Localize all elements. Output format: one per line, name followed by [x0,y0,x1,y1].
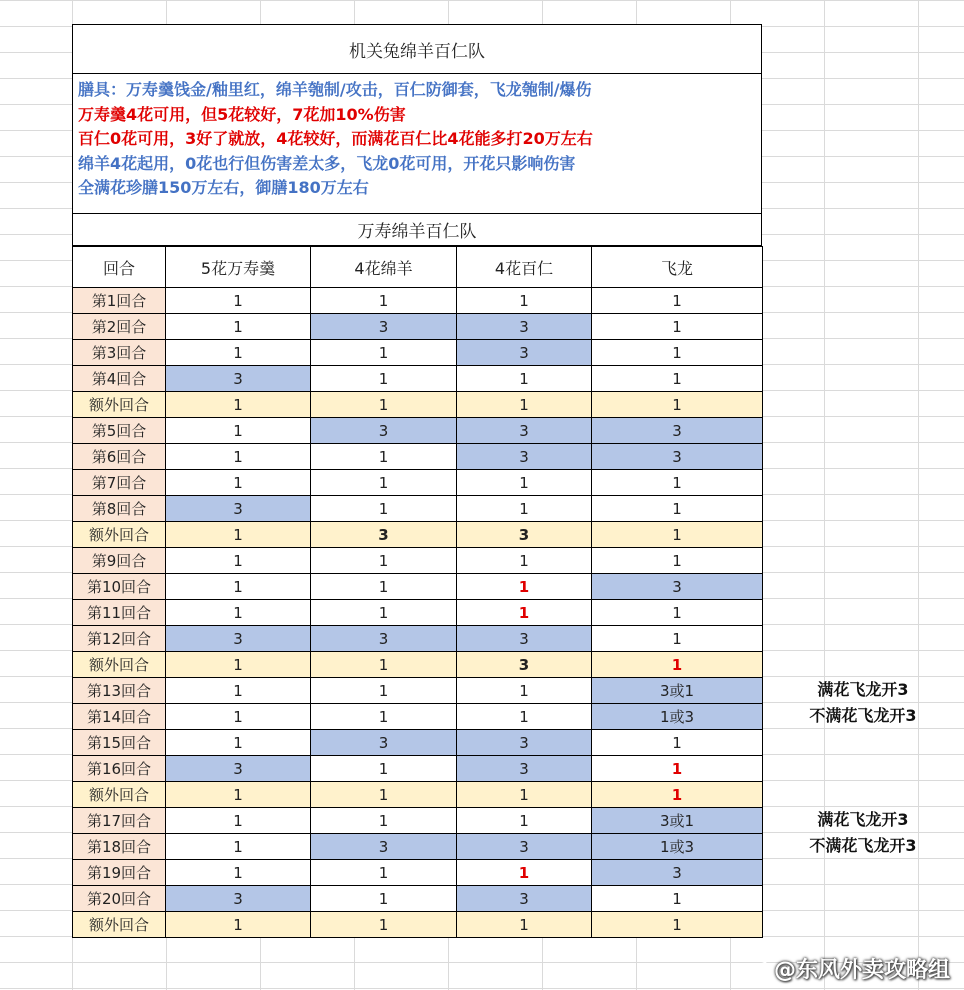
note-line: 膳具：万寿羹饯金/釉里红，绵羊匏制/攻击，百仁防御套，飞龙匏制/爆伤 [78,80,592,99]
table-row [73,912,763,938]
round-label: 第14回合 [73,704,166,730]
table-row [73,860,763,886]
table-cell: 1 [166,730,311,756]
round-label: 额外回合 [73,782,166,808]
table-cell: 3 [311,522,457,548]
table-row [73,444,763,470]
table-cell: 1 [457,470,592,496]
table-cell: 1或3 [592,704,763,730]
table-cell: 1 [457,548,592,574]
table-cell: 1 [592,886,763,912]
side-note: 满花飞龙开3 [817,680,909,699]
table-cell: 1 [166,912,311,938]
side-note: 满花飞龙开3 [817,810,909,829]
header-wanshougeng: 5花万寿羹 [166,247,311,288]
table-cell: 1 [457,392,592,418]
table-cell: 1 [592,730,763,756]
table-row [73,782,763,808]
round-label: 第1回合 [73,288,166,314]
round-label: 第17回合 [73,808,166,834]
table-cell: 1 [311,678,457,704]
table-cell: 1 [311,288,457,314]
table-row [73,314,763,340]
table-cell: 1 [592,782,763,808]
table-row [73,886,763,912]
table-cell: 1 [457,366,592,392]
round-label: 额外回合 [73,392,166,418]
round-label: 第6回合 [73,444,166,470]
watermark [744,953,950,984]
table-cell: 3或1 [592,678,763,704]
round-label: 第19回合 [73,860,166,886]
round-label: 额外回合 [73,652,166,678]
round-label: 第15回合 [73,730,166,756]
table-cell: 3 [166,366,311,392]
table-cell: 1 [592,600,763,626]
table-row [73,652,763,678]
round-label: 额外回合 [73,522,166,548]
table-cell: 1 [457,288,592,314]
table-cell: 3 [166,756,311,782]
table-cell: 1 [166,340,311,366]
table-cell: 1 [166,600,311,626]
header-bairen: 4花百仁 [457,247,592,288]
table-cell: 1 [311,600,457,626]
round-label: 第10回合 [73,574,166,600]
table-cell: 3 [457,522,592,548]
sheet-title: 机关兔绵羊百仁队 [72,24,762,74]
round-label: 第4回合 [73,366,166,392]
table-cell: 1 [311,444,457,470]
table-cell: 1 [166,678,311,704]
table-cell: 3 [166,626,311,652]
header-feilong: 飞龙 [592,247,763,288]
watermark-text: @东风外卖攻略组 [773,958,950,983]
table-subtitle: 万寿绵羊百仁队 [72,214,762,246]
table-cell: 1 [592,756,763,782]
table-cell: 3 [457,314,592,340]
table-cell: 3 [592,574,763,600]
table-cell: 1 [166,808,311,834]
table-cell: 1 [457,860,592,886]
table-cell: 3 [457,886,592,912]
table-cell: 1 [166,392,311,418]
round-label: 第7回合 [73,470,166,496]
table-row [73,366,763,392]
note-line: 百仁0花可用，3好了就放，4花较好，而满花百仁比4花能多打20万左右 [78,129,593,148]
table-cell: 1或3 [592,834,763,860]
table-row [73,470,763,496]
table-cell: 1 [457,912,592,938]
table-cell: 1 [457,704,592,730]
table-row [73,704,763,730]
table-cell: 1 [457,574,592,600]
note-line: 全满花珍膳150万左右，御膳180万左右 [78,178,369,197]
table-cell: 1 [311,756,457,782]
table-cell: 3 [311,314,457,340]
table-cell: 1 [592,496,763,522]
table-cell: 1 [592,392,763,418]
table-cell: 1 [592,912,763,938]
table-cell: 1 [457,782,592,808]
round-label: 第13回合 [73,678,166,704]
table-cell: 1 [311,704,457,730]
notes-block [72,74,762,214]
table-cell: 1 [457,678,592,704]
table-cell: 3 [457,652,592,678]
table-cell: 3 [166,496,311,522]
round-label: 第12回合 [73,626,166,652]
table-cell: 1 [166,704,311,730]
table-cell: 1 [592,522,763,548]
table-cell: 1 [457,600,592,626]
table-cell: 1 [311,912,457,938]
table-cell: 3 [311,834,457,860]
table-cell: 1 [592,470,763,496]
table-row [73,600,763,626]
table-cell: 3或1 [592,808,763,834]
table-cell: 1 [166,548,311,574]
table-row [73,626,763,652]
table-cell: 3 [311,418,457,444]
table-row [73,340,763,366]
table-row [73,574,763,600]
table-cell: 3 [457,444,592,470]
table-row [73,288,763,314]
table-cell: 3 [457,418,592,444]
table-cell: 1 [166,834,311,860]
table-cell: 3 [457,730,592,756]
header-row [73,247,763,288]
table-cell: 3 [457,626,592,652]
table-cell: 1 [311,860,457,886]
rounds-table [72,246,763,938]
table-cell: 1 [311,652,457,678]
table-cell: 1 [166,782,311,808]
table-row [73,392,763,418]
round-label: 额外回合 [73,912,166,938]
table-cell: 1 [166,574,311,600]
table-cell: 1 [311,574,457,600]
table-cell: 3 [592,444,763,470]
strategy-sheet [72,24,762,938]
note-line: 万寿羹4花可用，但5花较好，7花加10%伤害 [78,104,406,124]
table-cell: 1 [311,392,457,418]
table-cell: 1 [592,314,763,340]
note-line: 绵羊4花起用，0花也行但伤害差太多，飞龙0花可用，开花只影响伤害 [78,153,576,173]
table-cell: 1 [592,288,763,314]
header-round: 回合 [73,247,166,288]
round-label: 第9回合 [73,548,166,574]
table-cell: 1 [166,288,311,314]
table-cell: 1 [311,340,457,366]
round-label: 第2回合 [73,314,166,340]
table-row [73,756,763,782]
table-cell: 3 [592,860,763,886]
table-cell: 3 [166,886,311,912]
table-cell: 3 [311,730,457,756]
table-row [73,730,763,756]
table-row [73,418,763,444]
header-mianyang: 4花绵羊 [311,247,457,288]
round-label: 第5回合 [73,418,166,444]
table-cell: 3 [311,626,457,652]
table-cell: 1 [311,886,457,912]
side-note: 不满花飞龙开3 [809,836,917,855]
round-label: 第18回合 [73,834,166,860]
table-cell: 1 [166,522,311,548]
weibo-icon [744,958,770,980]
table-cell: 1 [166,860,311,886]
table-cell: 1 [311,782,457,808]
table-cell: 3 [457,834,592,860]
table-cell: 1 [311,366,457,392]
table-cell: 1 [457,496,592,522]
table-cell: 1 [592,340,763,366]
table-row [73,834,763,860]
table-row [73,678,763,704]
table-cell: 1 [457,808,592,834]
table-row [73,522,763,548]
table-cell: 1 [592,626,763,652]
round-label: 第3回合 [73,340,166,366]
table-cell: 1 [166,470,311,496]
table-row [73,548,763,574]
table-row [73,496,763,522]
round-label: 第20回合 [73,886,166,912]
table-cell: 1 [166,314,311,340]
round-label: 第16回合 [73,756,166,782]
table-cell: 1 [592,548,763,574]
table-cell: 1 [311,470,457,496]
table-cell: 1 [592,652,763,678]
table-cell: 3 [457,340,592,366]
table-cell: 1 [311,808,457,834]
table-cell: 1 [166,652,311,678]
table-cell: 1 [311,496,457,522]
table-cell: 1 [166,444,311,470]
table-cell: 1 [592,366,763,392]
table-cell: 3 [592,418,763,444]
table-cell: 3 [457,756,592,782]
table-cell: 1 [166,418,311,444]
table-row [73,808,763,834]
table-cell: 1 [311,548,457,574]
round-label: 第8回合 [73,496,166,522]
round-label: 第11回合 [73,600,166,626]
side-note: 不满花飞龙开3 [809,706,917,725]
